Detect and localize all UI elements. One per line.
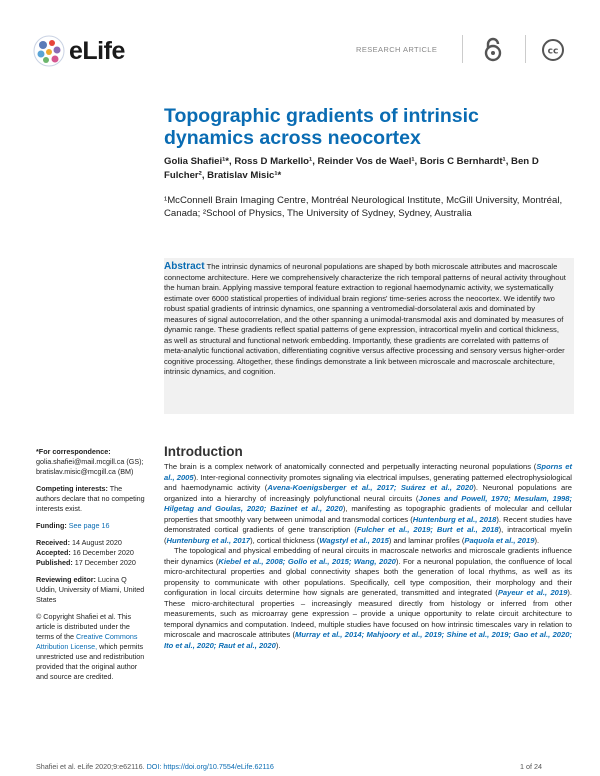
funding [36,521,148,531]
abstract [164,262,569,378]
accepted-date: 16 December 2020 [72,548,134,557]
citation-link[interactable]: Huntenburg et al., 2018 [412,514,497,524]
correspondence [36,447,148,477]
citation-link[interactable]: Sporns et al., 2005 [164,462,572,482]
intro-paragraph-2 [164,546,572,651]
citation-link[interactable]: Kiebel et al., 2008; Gollo et al., 2015; Wang, 2020 [218,556,396,566]
body-text-run: ). These micro-architectural properties – increasingly measured directly from histology or inferred from other measurements, such as microarray gene expression – provide a unique opportunity to relate circuit architecture to temporal dynamics and computation. Indeed, multiple studies have focused on how intrinsic timescales vary in relation to microscale and macroscale attributes ( [164,588,572,639]
citation-link[interactable]: Paquola et al., 2019 [464,535,535,545]
body-text-run: The brain is a complex network of anatomically connected and perpetually interacting neuronal populations ( [164,462,537,471]
body-text-run: ). [275,640,281,650]
competing-label: Competing interests: [36,484,108,493]
body-text-run: ). Neuronal populations are organized into a hierarchy of increasingly polyfunctional neural circuits ( [164,483,573,503]
footer-citation [36,762,274,771]
article-type-label: RESEARCH ARTICLE [356,45,438,54]
footer-citation-text: Shafiei et al. eLife 2020;9:e62116. [36,762,145,771]
page-number: 1 of 24 [520,762,542,771]
published-date: 17 December 2020 [74,558,136,567]
funding-link[interactable]: See page 16 [68,521,110,530]
copyright [36,612,148,682]
body-text-run: ) and laminar profiles ( [388,535,465,545]
header-divider [462,35,463,63]
section-heading-introduction: Introduction [164,444,243,459]
author-list: Golia Shafiei¹*, Ross D Markello¹, Reinder Vos de Wael¹, Boris C Bernhardt¹, Ben D Fulcher², Bratislav Misic¹* [164,156,539,181]
intro-paragraph-1 [164,462,572,546]
open-access-icon[interactable] [480,37,506,68]
accepted-label: Accepted: [36,548,71,557]
body-text-run: ), manifesting as topographic gradients of molecular and cellular properties that smoothly vary between unimodal and transmodal cortices ( [164,504,572,524]
editor-label: Reviewing editor: [36,575,96,584]
body-text [164,462,572,651]
received-label: Received: [36,538,70,547]
body-text-run: ). Recent studies have demonstrated cortical gradients of gene transcription ( [164,514,572,534]
citation-link[interactable]: Huntenburg et al., 2017 [166,535,251,545]
competing-interests [36,484,148,514]
editor-name: Lucina Q Uddin, University of Miami, United States [36,575,145,604]
funding-label: Funding: [36,521,67,530]
license-link[interactable]: Creative Commons Attribution License, [36,632,138,651]
copyright-text: © Copyright Shafiei et al. This article is distributed under the terms of the [36,612,132,641]
body-text-run: ). [534,535,540,545]
paper-title: Topographic gradients of intrinsic dynamics across neocortex [164,105,479,149]
header-divider [525,35,526,63]
citation-link[interactable]: Murray et al., 2014; Mahjoory et al., 2019; Shine et al., 2019; Gao et al., 2020; Ito et al., 2020; Raut et al., 2020 [164,630,572,650]
abstract-text: The intrinsic dynamics of neuronal populations are shaped by both microscale attributes and macroscale connectome architecture. Here we comprehensively characterize the rich temporal patterns of neural activity throughout the human brain. Applying massive temporal feature extraction to regional haemodynamic activity, we systematically estimate over 6000 statistical properties of individual brain regions' time-series across the neocortex. We identify two robust spatial gradients of intrinsic dynamics, one spanning a ventromedial-dorsolateral axis and dominated by measures of signal autocorrelation, and the other spanning a unimodal-transmodal axis and dominated by measures of dynamic range. These gradients reflect spatial patterns of gene expression, intracortical myelin and cortical thickness, as well as structural and functional network embedding. Importantly, these gradients are correlated with patterns of meta-analytic functional activation, differentiating cognitive versus affective processing and sensory versus higher-order cognitive processing. Altogether, these findings demonstrate a link between microscale and macroscale architecture, intrinsic dynamics, and cognition. [164,262,566,376]
copyright-terms: which permits unrestricted use and redistribution provided that the original author and source are credited. [36,642,145,681]
elife-logo[interactable] [32,34,142,68]
published-label: Published: [36,558,73,567]
received-date: 14 August 2020 [71,538,122,547]
elife-logo-text: eLife [69,36,125,65]
body-text-run: The topological and physical embedding of neural circuits in macroscale networks and microscale gradients influence their dynamics ( [164,546,572,566]
abstract-label: Abstract [164,261,205,272]
affiliations: ¹McConnell Brain Imaging Centre, Montréal Neurological Institute, McGill University, Montréal, Canada; ²School of Physics, The University of Sydney, Sydney, Australia [164,195,563,219]
body-text-run: ), cortical thickness ( [250,535,320,545]
body-text-run: ). Inter-regional connectivity promotes signaling via electrical impulses, generating patterned electrophysiological and haemodynamic activity ( [164,472,572,492]
correspondence-label: *For correspondence: [36,447,111,456]
citation-link[interactable]: Avena-Koenigsberger et al., 2017; Suárez et al., 2020 [267,483,474,492]
reviewing-editor [36,575,148,605]
body-text-run: ), intracortical myelin ( [164,525,572,545]
elife-logo-icon [32,34,66,68]
svg-text:cc: cc [547,46,559,57]
citation-link[interactable]: Fulcher et al., 2019; Burt et al., 2018 [356,525,499,534]
citation-link[interactable]: Wagstyl et al., 2015 [319,535,389,545]
citation-link[interactable]: Jones and Powell, 1970; Mesulam, 1998; Hilgetag and Goulas, 2020; Bazinet et al., 2020 [164,493,573,513]
dates [36,538,148,568]
competing-text: The authors declare that no competing interests exist. [36,484,145,513]
body-text-run: ). For a neuronal population, the confluence of local micro-architectural properties and global connectivity shapes both the generation of local rhythms, as well as its propensity to communicate with other populations. Specifically, cell type composition, their morphology and their configuration in local circuits determine how signals are generated, transmitted and integrated ( [164,556,572,597]
correspondence-emails[interactable]: golia.shafiei@mail.mcgill.ca (GS); bratislav.misic@mcgill.ca (BM) [36,457,144,476]
creative-commons-icon[interactable] [541,38,565,67]
article-sidebar [36,447,148,689]
doi-link[interactable]: DOI: https://doi.org/10.7554/eLife.62116 [146,762,274,771]
citation-link[interactable]: Payeur et al., 2019 [497,588,568,597]
